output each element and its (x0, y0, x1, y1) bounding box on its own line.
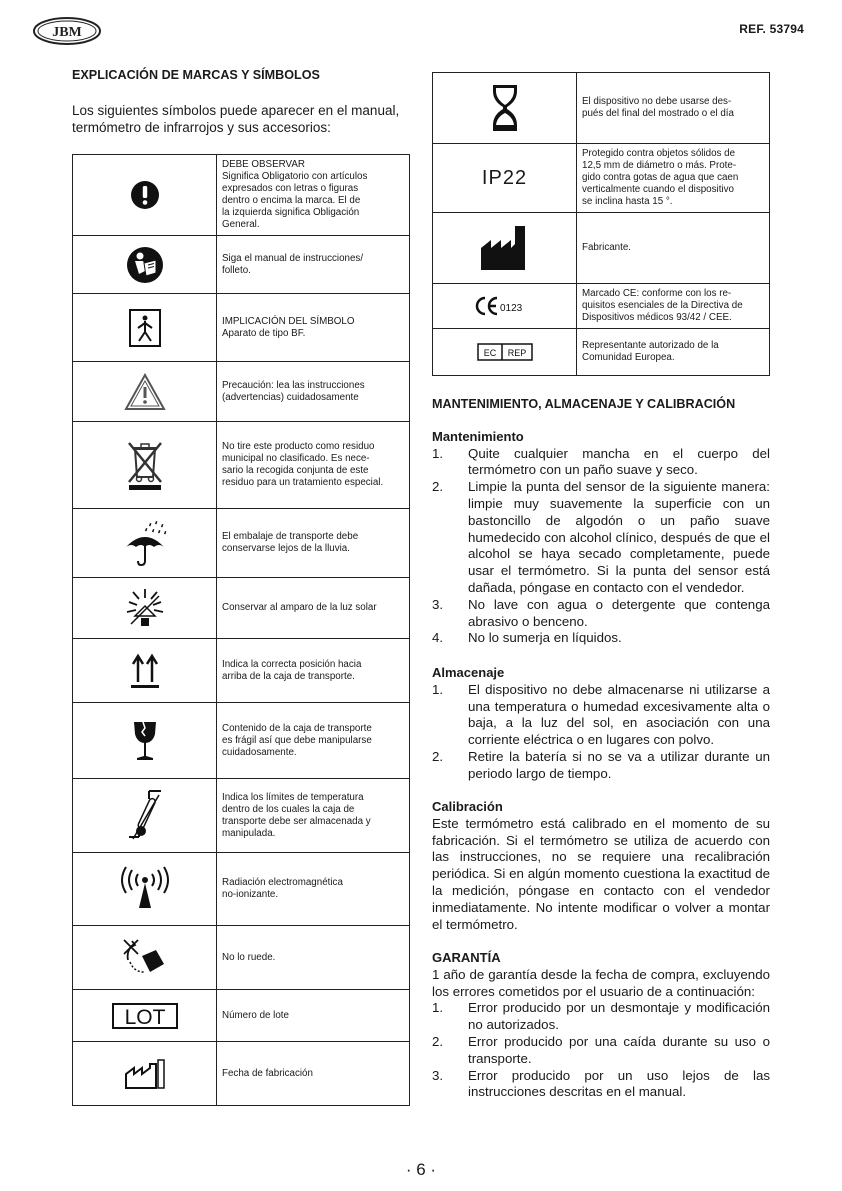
non-ionizing-radiation-icon (120, 866, 170, 912)
maintenance-section (432, 396, 770, 647)
ce-mark-icon (473, 296, 537, 316)
symbol-row: EC REP Representante autorizado de la Comunidad Europea. (433, 329, 770, 376)
warning-icon (124, 373, 166, 411)
row-text-14: Fecha de fabricación (222, 1067, 313, 1079)
do-not-roll-icon (122, 938, 168, 978)
row-text-1: DEBE OBSERVAR (222, 159, 305, 170)
right-row-text-3: Fabricante. (582, 242, 632, 253)
list-item: 1. El dispositivo no debe almacenarse ni utilizarse a una temperatura o humedad excesivamente alta o baja, a la luz del sol, en asociación con una corriente eléctrica o en lugares con polvo. (432, 681, 770, 748)
symbol-row (73, 990, 410, 1042)
row-text-8: Indica la correcta posición hacia (222, 658, 362, 670)
symbol-row (73, 578, 410, 639)
jbm-logo (32, 16, 102, 46)
read-manual-icon (126, 246, 164, 284)
list-item: 2. Retire la batería si no se va a utilizar durante un periodo largo de tiempo. (432, 748, 770, 781)
ip22-icon: IP22 (481, 166, 528, 189)
storage-list (432, 682, 770, 783)
ec-rep-icon (477, 343, 533, 361)
symbol-row: Radiación electromagnética no-ionizante. (73, 853, 410, 926)
page-number: · 6 · (405, 1160, 437, 1179)
calibration-text: Este termómetro está calibrado en el momento de su fabricación. Si el termómetro se utiliza de acuerdo con las instrucciones, no se requiere una recalibración periódica. Si en algún momento cuestiona la exactitud de la medición, póngase en contacto con el vendedor inmediatamente. No intente modificar o volver a montar el termómetro. (432, 815, 770, 932)
this-way-up-icon (129, 652, 161, 690)
symbols-intro: Los siguientes símbolos puede aparecer en el manual, termómetro de infrarrojos y sus accesorios: (72, 103, 400, 135)
right-row-text-5: Representante autorizado de la (582, 340, 719, 351)
row-text-3: IMPLICACIÓN DEL SÍMBOLO (222, 315, 355, 327)
bf-type-icon (128, 308, 162, 348)
maintenance-list (432, 446, 770, 648)
row-text-5: No tire este producto como residuo (222, 441, 375, 452)
storage-section (432, 665, 770, 783)
symbol-row (73, 1042, 410, 1106)
symbol-row: 0123 Marcado CE: conforme con los re- quisitos esenciales de la Directiva de Dispositivos médicos 93/42 / CEE. (433, 284, 770, 329)
symbol-row: Precaución: lea las instrucciones (advertencias) cuidadosamente (73, 362, 410, 422)
row-text-10: Indica los límites de temperatura (222, 791, 364, 803)
maintenance-subtitle: Mantenimiento (432, 428, 524, 444)
symbol-row: Indica los límites de temperatura dentro de los cuales la caja de transporte debe ser almacenada y manipulada. (73, 779, 410, 853)
symbols-table-2 (432, 72, 770, 376)
umbrella-rain-icon (122, 519, 168, 567)
row-text-12: No lo ruede. (222, 951, 276, 963)
weee-bin-icon (124, 439, 166, 491)
rep-text: REP (507, 348, 526, 358)
ec-text: EC (483, 348, 496, 358)
maintenance-title: MANTENIMIENTO, ALMACENAJE Y CALIBRACIÓN (432, 397, 736, 411)
row-text-11: Radiación electromagnética (222, 877, 343, 888)
reference-number: REF. 53794 (739, 22, 804, 36)
right-row-text-1: El dispositivo no debe usarse des- (582, 96, 732, 107)
lot-icon (112, 1003, 178, 1029)
warranty-text: 1 año de garantía desde la fecha de compra, excluyendo los errores cometidos por el usuario de a continuación: (432, 966, 770, 999)
symbols-title: EXPLICACIÓN DE MARCAS Y SÍMBOLOS (72, 68, 320, 82)
warranty-section (432, 950, 770, 1101)
symbol-row: No tire este producto como residuo municipal no clasificado. Es nece- sario la recogida conjunta de este residuo para un tratamiento especial. (73, 422, 410, 509)
list-item: 3. Error producido por un uso lejos de las instrucciones descritas en el manual. (432, 1067, 770, 1100)
row-text-6: El embalaje de transporte debe (222, 531, 359, 542)
mandatory-icon (130, 180, 160, 210)
temperature-limit-icon (125, 789, 165, 843)
right-row-text-4: Marcado CE: conforme con los re- (582, 288, 732, 299)
symbol-row: El dispositivo no debe usarse des- pués del final del mostrado o el día (433, 73, 770, 144)
symbol-row: El embalaje de transporte debe conservarse lejos de la lluvia. (73, 509, 410, 578)
sunlight-icon (123, 586, 167, 630)
calibration-subtitle: Calibración (432, 799, 503, 814)
symbols-table (72, 154, 410, 1106)
warranty-list (432, 1000, 770, 1101)
symbol-row (433, 213, 770, 284)
list-item: 2. Error producido por una caída durante su uso o transporte. (432, 1033, 770, 1066)
symbol-row: IP22 Protegido contra objetos sólidos de 12,5 mm de diámetro o más. Prote- gido contra gotas de agua que caen verticalmente cuando el dispositivo se inclina hasta 15 °. (433, 144, 770, 213)
list-item: 1. Quite cualquier mancha en el cuerpo del termómetro con un paño suave y seco. (432, 445, 770, 478)
warranty-title: GARANTÍA (432, 950, 501, 965)
symbol-row: DEBE OBSERVAR Significa Obligatorio con artículos expresados con letras o figuras dentro o encima la marca. El de la izquierda significa Obligación General. (73, 155, 410, 236)
right-row-text-2: Protegido contra objetos sólidos de (582, 148, 736, 159)
calibration-section (432, 799, 770, 933)
symbol-row: IMPLICACIÓN DEL SÍMBOLO Aparato de tipo BF. (73, 294, 410, 362)
row-text-4: Precaución: lea las instrucciones (222, 379, 365, 391)
manufacture-date-icon (124, 1058, 166, 1090)
row-text-13: Número de lote (222, 1009, 289, 1021)
manufacturer-icon (479, 224, 531, 272)
fragile-glass-icon (131, 720, 159, 762)
row-text-2: Siga el manual de instrucciones/ (222, 252, 364, 264)
lot-text: LOT (124, 1005, 165, 1029)
hourglass-icon (491, 83, 519, 133)
list-item: 3. No lave con agua o detergente que contenga abrasivo o benceno. (432, 596, 770, 629)
row-text-9: Contenido de la caja de transporte (222, 722, 372, 734)
symbol-row (73, 926, 410, 990)
list-item: 4. No lo sumerja en líquidos. (432, 630, 622, 646)
list-item: 1. Error producido por un desmontaje y modificación no autorizados. (432, 1000, 770, 1033)
symbol-row: Indica la correcta posición hacia arriba de la caja de transporte. (73, 639, 410, 703)
symbol-row: Contenido de la caja de transporte es frágil así que debe manipularse cuidadosamente. (73, 703, 410, 779)
notified-body-number: 0123 (499, 303, 522, 314)
row-text-7: Conservar al amparo de la luz solar (222, 602, 377, 613)
storage-subtitle: Almacenaje (432, 665, 505, 680)
brand-text: JBM (52, 25, 82, 40)
symbol-row: Siga el manual de instrucciones/ folleto. (73, 236, 410, 294)
list-item: 2. Limpie la punta del sensor de la siguiente manera: limpie muy suavemente la superficie con un bastoncillo de algodón o un paño suave humedecido con alcohol clínico, después de que el alcohol se haya secado completamente, puede usar el termómetro. Si la punta del sensor está dañada, póngase en contacto con el vendedor. (432, 479, 770, 595)
